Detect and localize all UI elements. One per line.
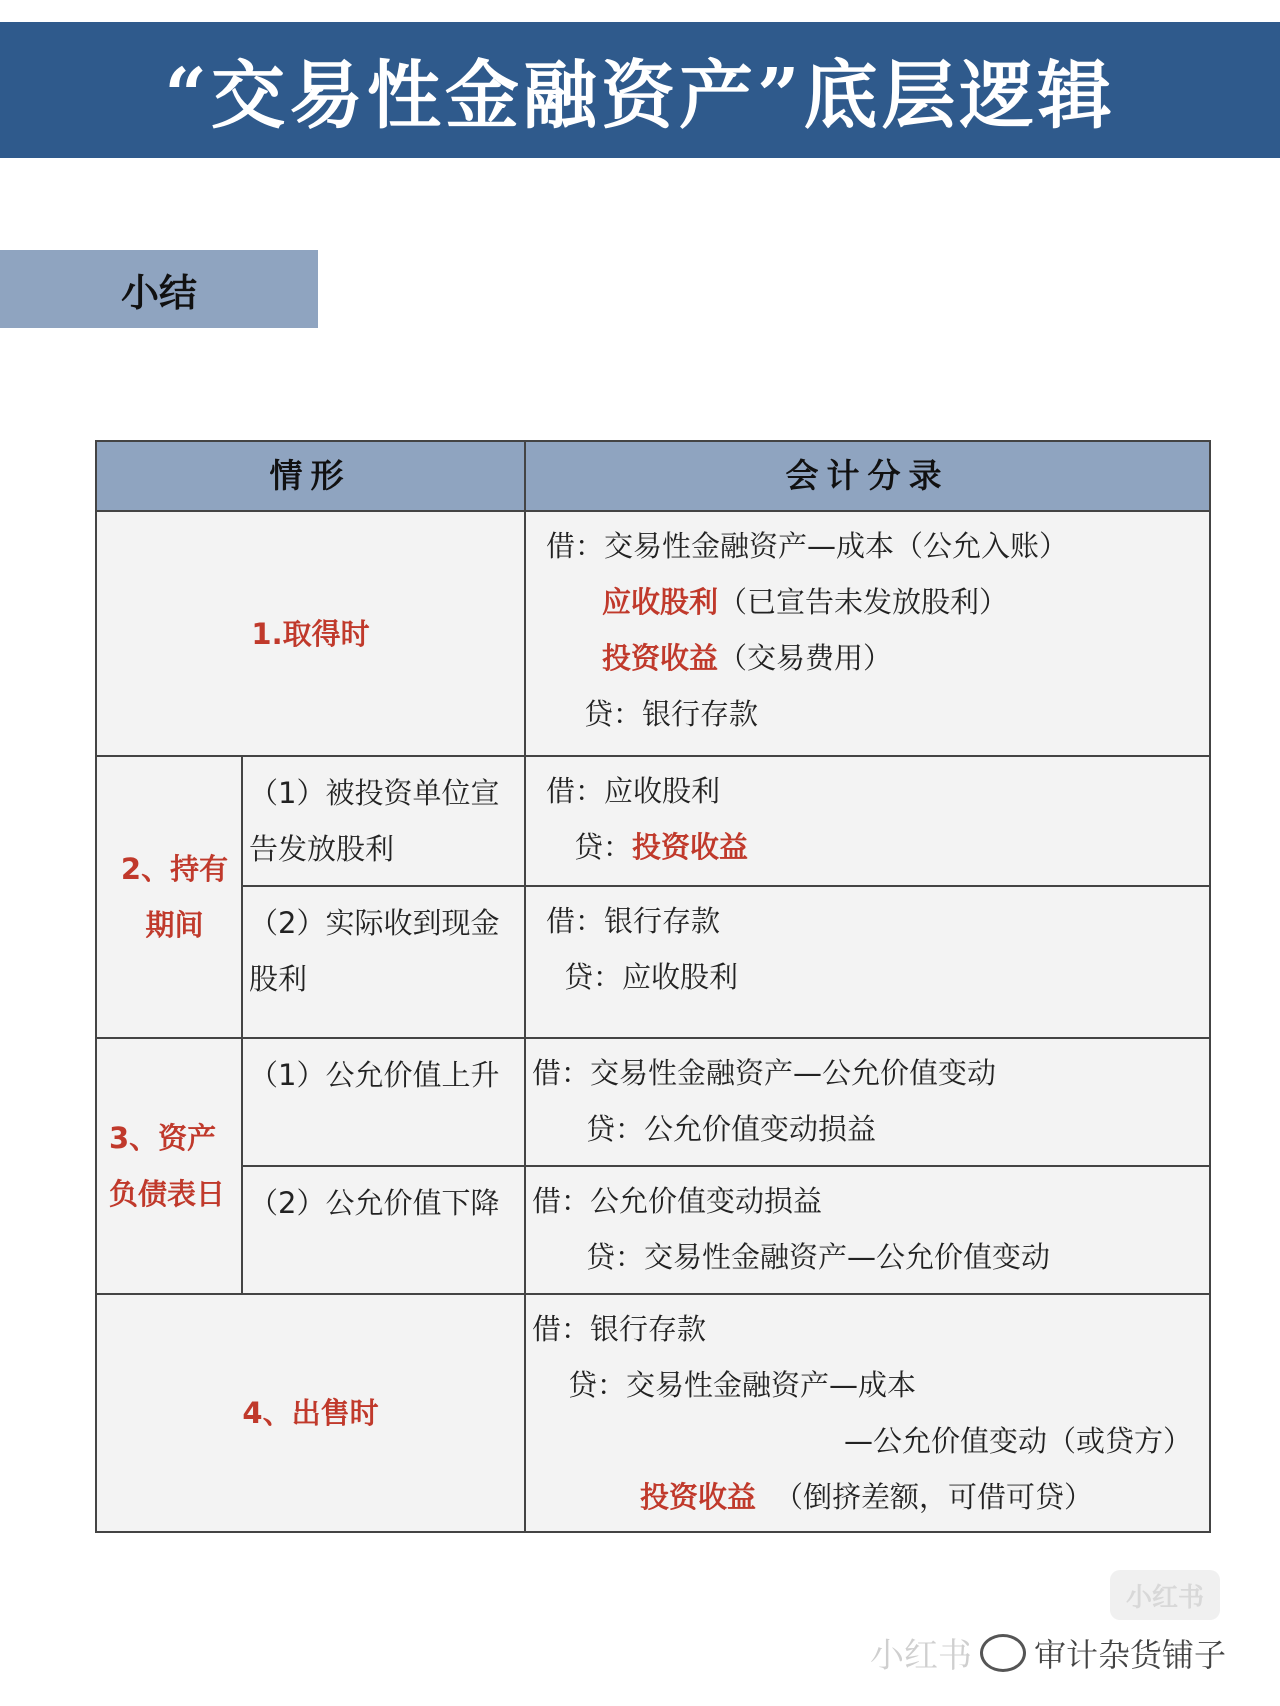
watermark-logo: 小红书 <box>1110 1570 1220 1620</box>
entry-line: 借：交易性金融资产—成本（公允入账） <box>546 529 1069 563</box>
entry-line <box>532 574 1203 630</box>
sub-situation: （1）公允价值上升 <box>242 1038 525 1166</box>
entry-line: 贷：银行存款 <box>584 697 759 731</box>
wechat-icon <box>980 1634 1026 1672</box>
table-row <box>96 1294 1210 1532</box>
situation-holding: 2、持有期间 <box>96 756 242 1038</box>
watermark-account: 审计杂货铺子 <box>1034 1635 1227 1674</box>
title-banner <box>0 22 1280 158</box>
entry-line: 借：应收股利 <box>546 774 721 808</box>
entry-line: 借：公允价值变动损益 <box>532 1184 823 1218</box>
table-row <box>96 1166 1210 1294</box>
entry-line: 借：交易性金融资产—公允价值变动 <box>532 1056 997 1090</box>
entry-balance-b <box>525 1166 1210 1294</box>
entry-note: （倒挤差额，可借可贷） <box>774 1480 1094 1514</box>
entry-line: 贷：应收股利 <box>564 960 739 994</box>
entry-acquire <box>525 511 1210 756</box>
entry-line <box>532 1469 1203 1525</box>
table-row <box>96 886 1210 1038</box>
entry-red: 投资收益 <box>640 1480 757 1514</box>
table-header-row <box>96 441 1210 511</box>
entry-note: （交易费用） <box>718 641 893 675</box>
watermark <box>870 1628 1226 1677</box>
entry-line: 贷：交易性金融资产—公允价值变动 <box>586 1240 1051 1274</box>
entry-line <box>532 630 1203 686</box>
entry-sale <box>525 1294 1210 1532</box>
entry-balance-a <box>525 1038 1210 1166</box>
summary-table <box>95 440 1211 1533</box>
entry-red: 投资收益 <box>632 830 749 864</box>
table-row <box>96 756 1210 886</box>
sub-situation: （2）公允价值下降 <box>242 1166 525 1294</box>
situation-sale: 4、出售时 <box>96 1294 525 1532</box>
entry-red: 投资收益 <box>602 641 719 675</box>
table-row <box>96 1038 1210 1166</box>
entry-line: 贷：公允价值变动损益 <box>586 1112 877 1146</box>
header-situation: 情形 <box>96 441 525 511</box>
entry-prefix: 贷： <box>574 830 633 864</box>
entry-holding-a <box>525 756 1210 886</box>
entry-line: —公允价值变动（或贷方） <box>844 1424 1193 1458</box>
entry-line: 借：银行存款 <box>546 904 721 938</box>
sub-situation: （2）实际收到现金股利 <box>242 886 525 1038</box>
situation-acquire: 1.取得时 <box>96 511 525 756</box>
situation-balance-date: 3、资产负债表日 <box>96 1038 242 1294</box>
watermark-brand: 小红书 <box>870 1636 972 1676</box>
sub-situation: （1）被投资单位宣告发放股利 <box>242 756 525 886</box>
entry-note: （已宣告未发放股利） <box>718 585 1009 619</box>
entry-holding-b <box>525 886 1210 1038</box>
header-entry: 会计分录 <box>525 441 1210 511</box>
entry-line: 借：银行存款 <box>532 1312 707 1346</box>
entry-red: 应收股利 <box>602 585 719 619</box>
table-row <box>96 511 1210 756</box>
entry-line: 贷：交易性金融资产—成本 <box>568 1368 917 1402</box>
section-label: 小结 <box>0 250 318 328</box>
page-title: “交易性金融资产”底层逻辑 <box>164 53 1116 139</box>
entry-line <box>532 819 1203 875</box>
